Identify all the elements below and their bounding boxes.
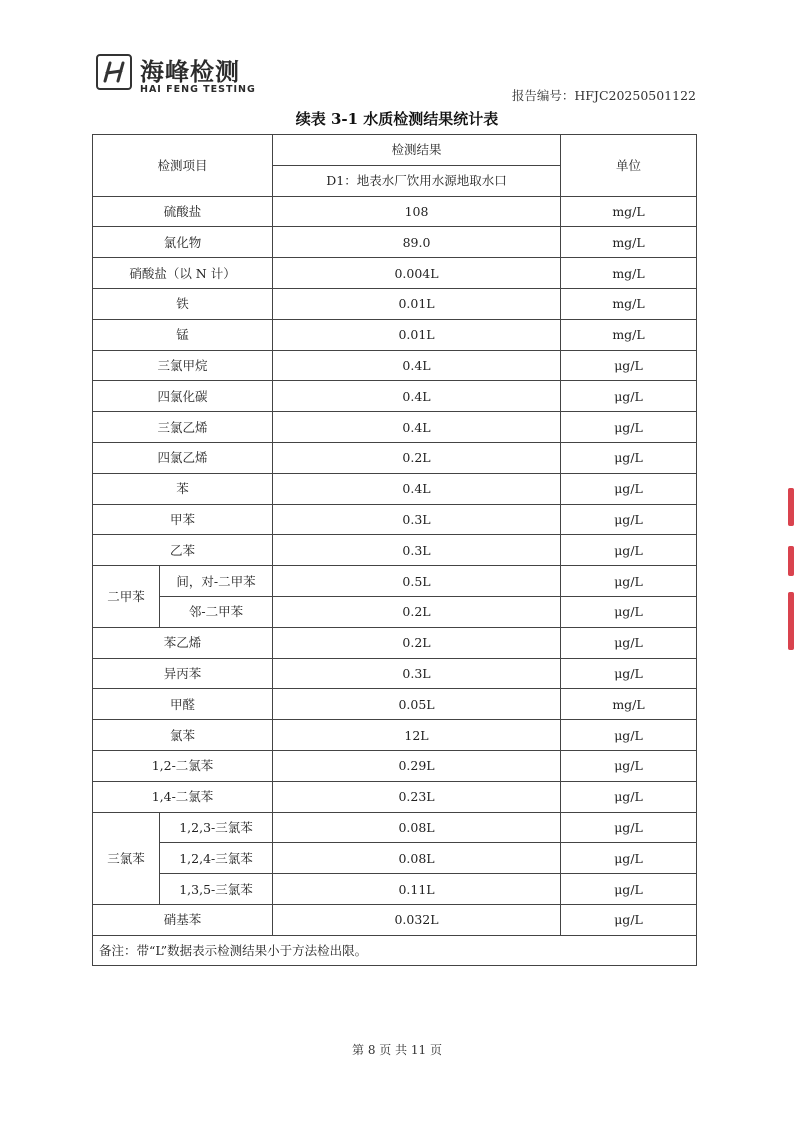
item-unit: μg/L bbox=[561, 720, 697, 751]
table-row bbox=[93, 504, 697, 535]
item-name: 氯化物 bbox=[93, 227, 273, 258]
table-row bbox=[93, 689, 697, 720]
header-item: 检测项目 bbox=[93, 135, 273, 197]
item-unit: μg/L bbox=[561, 566, 697, 597]
header-unit: 单位 bbox=[561, 135, 697, 197]
item-unit: mg/L bbox=[561, 227, 697, 258]
table-row bbox=[93, 843, 697, 874]
table-note: 备注：带“L”数据表示检测结果小于方法检出限。 bbox=[93, 935, 697, 965]
header-result: 检测结果 bbox=[273, 135, 561, 166]
item-unit: μg/L bbox=[561, 442, 697, 473]
item-unit: μg/L bbox=[561, 504, 697, 535]
item-value: 0.23L bbox=[273, 781, 561, 812]
table-row bbox=[93, 473, 697, 504]
table-row bbox=[93, 812, 697, 843]
item-name: 1,2,4-三氯苯 bbox=[160, 843, 273, 874]
item-value: 0.2L bbox=[273, 442, 561, 473]
item-name: 苯 bbox=[93, 473, 273, 504]
item-unit: mg/L bbox=[561, 196, 697, 227]
item-value: 0.01L bbox=[273, 288, 561, 319]
item-value: 0.08L bbox=[273, 812, 561, 843]
item-value: 0.2L bbox=[273, 627, 561, 658]
table-row bbox=[93, 535, 697, 566]
item-value: 0.032L bbox=[273, 904, 561, 935]
item-name: 三氯乙烯 bbox=[93, 412, 273, 443]
item-value: 0.29L bbox=[273, 750, 561, 781]
item-value: 0.3L bbox=[273, 658, 561, 689]
item-value: 0.4L bbox=[273, 350, 561, 381]
table-row bbox=[93, 720, 697, 751]
table-header-row bbox=[93, 135, 697, 166]
item-value: 0.01L bbox=[273, 319, 561, 350]
table-row bbox=[93, 904, 697, 935]
item-value: 0.2L bbox=[273, 596, 561, 627]
item-unit: μg/L bbox=[561, 627, 697, 658]
item-value: 0.4L bbox=[273, 473, 561, 504]
item-unit: mg/L bbox=[561, 288, 697, 319]
item-unit: μg/L bbox=[561, 473, 697, 504]
report-number: 报告编号：HFJC20250501122 bbox=[511, 88, 696, 103]
table-row bbox=[93, 627, 697, 658]
item-name: 甲醛 bbox=[93, 689, 273, 720]
item-unit: μg/L bbox=[561, 781, 697, 812]
table-row bbox=[93, 412, 697, 443]
item-value: 89.0 bbox=[273, 227, 561, 258]
table-row bbox=[93, 381, 697, 412]
item-name: 异丙苯 bbox=[93, 658, 273, 689]
item-value: 108 bbox=[273, 196, 561, 227]
logo-text-cn: 海峰检测 bbox=[140, 58, 240, 86]
item-name: 苯乙烯 bbox=[93, 627, 273, 658]
table-row bbox=[93, 442, 697, 473]
table-row bbox=[93, 874, 697, 905]
item-name: 乙苯 bbox=[93, 535, 273, 566]
item-name: 三氯甲烷 bbox=[93, 350, 273, 381]
item-name: 铁 bbox=[93, 288, 273, 319]
item-unit: μg/L bbox=[561, 412, 697, 443]
seal-stamp-edge bbox=[786, 488, 794, 658]
item-unit: mg/L bbox=[561, 258, 697, 289]
group-name: 二甲苯 bbox=[93, 566, 160, 628]
table-note-row bbox=[93, 935, 697, 965]
page-number: 第 8 页 共 11 页 bbox=[352, 1043, 442, 1057]
item-unit: μg/L bbox=[561, 658, 697, 689]
item-name: 间，对-二甲苯 bbox=[160, 566, 273, 597]
item-value: 0.4L bbox=[273, 381, 561, 412]
item-value: 0.004L bbox=[273, 258, 561, 289]
item-unit: μg/L bbox=[561, 874, 697, 905]
item-unit: μg/L bbox=[561, 381, 697, 412]
item-value: 0.3L bbox=[273, 535, 561, 566]
logo-text-en: HAI FENG TESTING bbox=[140, 84, 256, 95]
table-row bbox=[93, 196, 697, 227]
item-value: 0.4L bbox=[273, 412, 561, 443]
item-value: 0.05L bbox=[273, 689, 561, 720]
table-row bbox=[93, 350, 697, 381]
item-name: 1,2,3-三氯苯 bbox=[160, 812, 273, 843]
table-row bbox=[93, 596, 697, 627]
table-title: 续表 3-1 水质检测结果统计表 bbox=[295, 110, 499, 128]
item-name: 邻-二甲苯 bbox=[160, 596, 273, 627]
table-row bbox=[93, 319, 697, 350]
item-name: 硝基苯 bbox=[93, 904, 273, 935]
group-name: 三氯苯 bbox=[93, 812, 160, 904]
item-unit: mg/L bbox=[561, 319, 697, 350]
item-unit: μg/L bbox=[561, 750, 697, 781]
item-unit: μg/L bbox=[561, 904, 697, 935]
item-name: 硝酸盐（以 N 计） bbox=[93, 258, 273, 289]
item-unit: μg/L bbox=[561, 843, 697, 874]
haifeng-logo-icon bbox=[96, 54, 132, 90]
item-unit: μg/L bbox=[561, 812, 697, 843]
table-row bbox=[93, 750, 697, 781]
header-site: D1：地表水厂饮用水源地取水口 bbox=[273, 165, 561, 196]
company-logo bbox=[96, 52, 266, 98]
table-row bbox=[93, 227, 697, 258]
water-quality-results-table bbox=[92, 134, 697, 966]
item-value: 0.08L bbox=[273, 843, 561, 874]
item-name: 氯苯 bbox=[93, 720, 273, 751]
item-name: 四氯乙烯 bbox=[93, 442, 273, 473]
item-unit: μg/L bbox=[561, 535, 697, 566]
item-name: 1,4-二氯苯 bbox=[93, 781, 273, 812]
table-row bbox=[93, 658, 697, 689]
item-value: 0.5L bbox=[273, 566, 561, 597]
item-value: 12L bbox=[273, 720, 561, 751]
table-row bbox=[93, 781, 697, 812]
item-name: 硫酸盐 bbox=[93, 196, 273, 227]
item-name: 四氯化碳 bbox=[93, 381, 273, 412]
table-row bbox=[93, 566, 697, 597]
item-unit: mg/L bbox=[561, 689, 697, 720]
item-name: 1,2-二氯苯 bbox=[93, 750, 273, 781]
item-value: 0.11L bbox=[273, 874, 561, 905]
item-name: 1,3,5-三氯苯 bbox=[160, 874, 273, 905]
item-name: 甲苯 bbox=[93, 504, 273, 535]
item-unit: μg/L bbox=[561, 350, 697, 381]
item-value: 0.3L bbox=[273, 504, 561, 535]
item-name: 锰 bbox=[93, 319, 273, 350]
item-unit: μg/L bbox=[561, 596, 697, 627]
table-row bbox=[93, 288, 697, 319]
table-row bbox=[93, 258, 697, 289]
